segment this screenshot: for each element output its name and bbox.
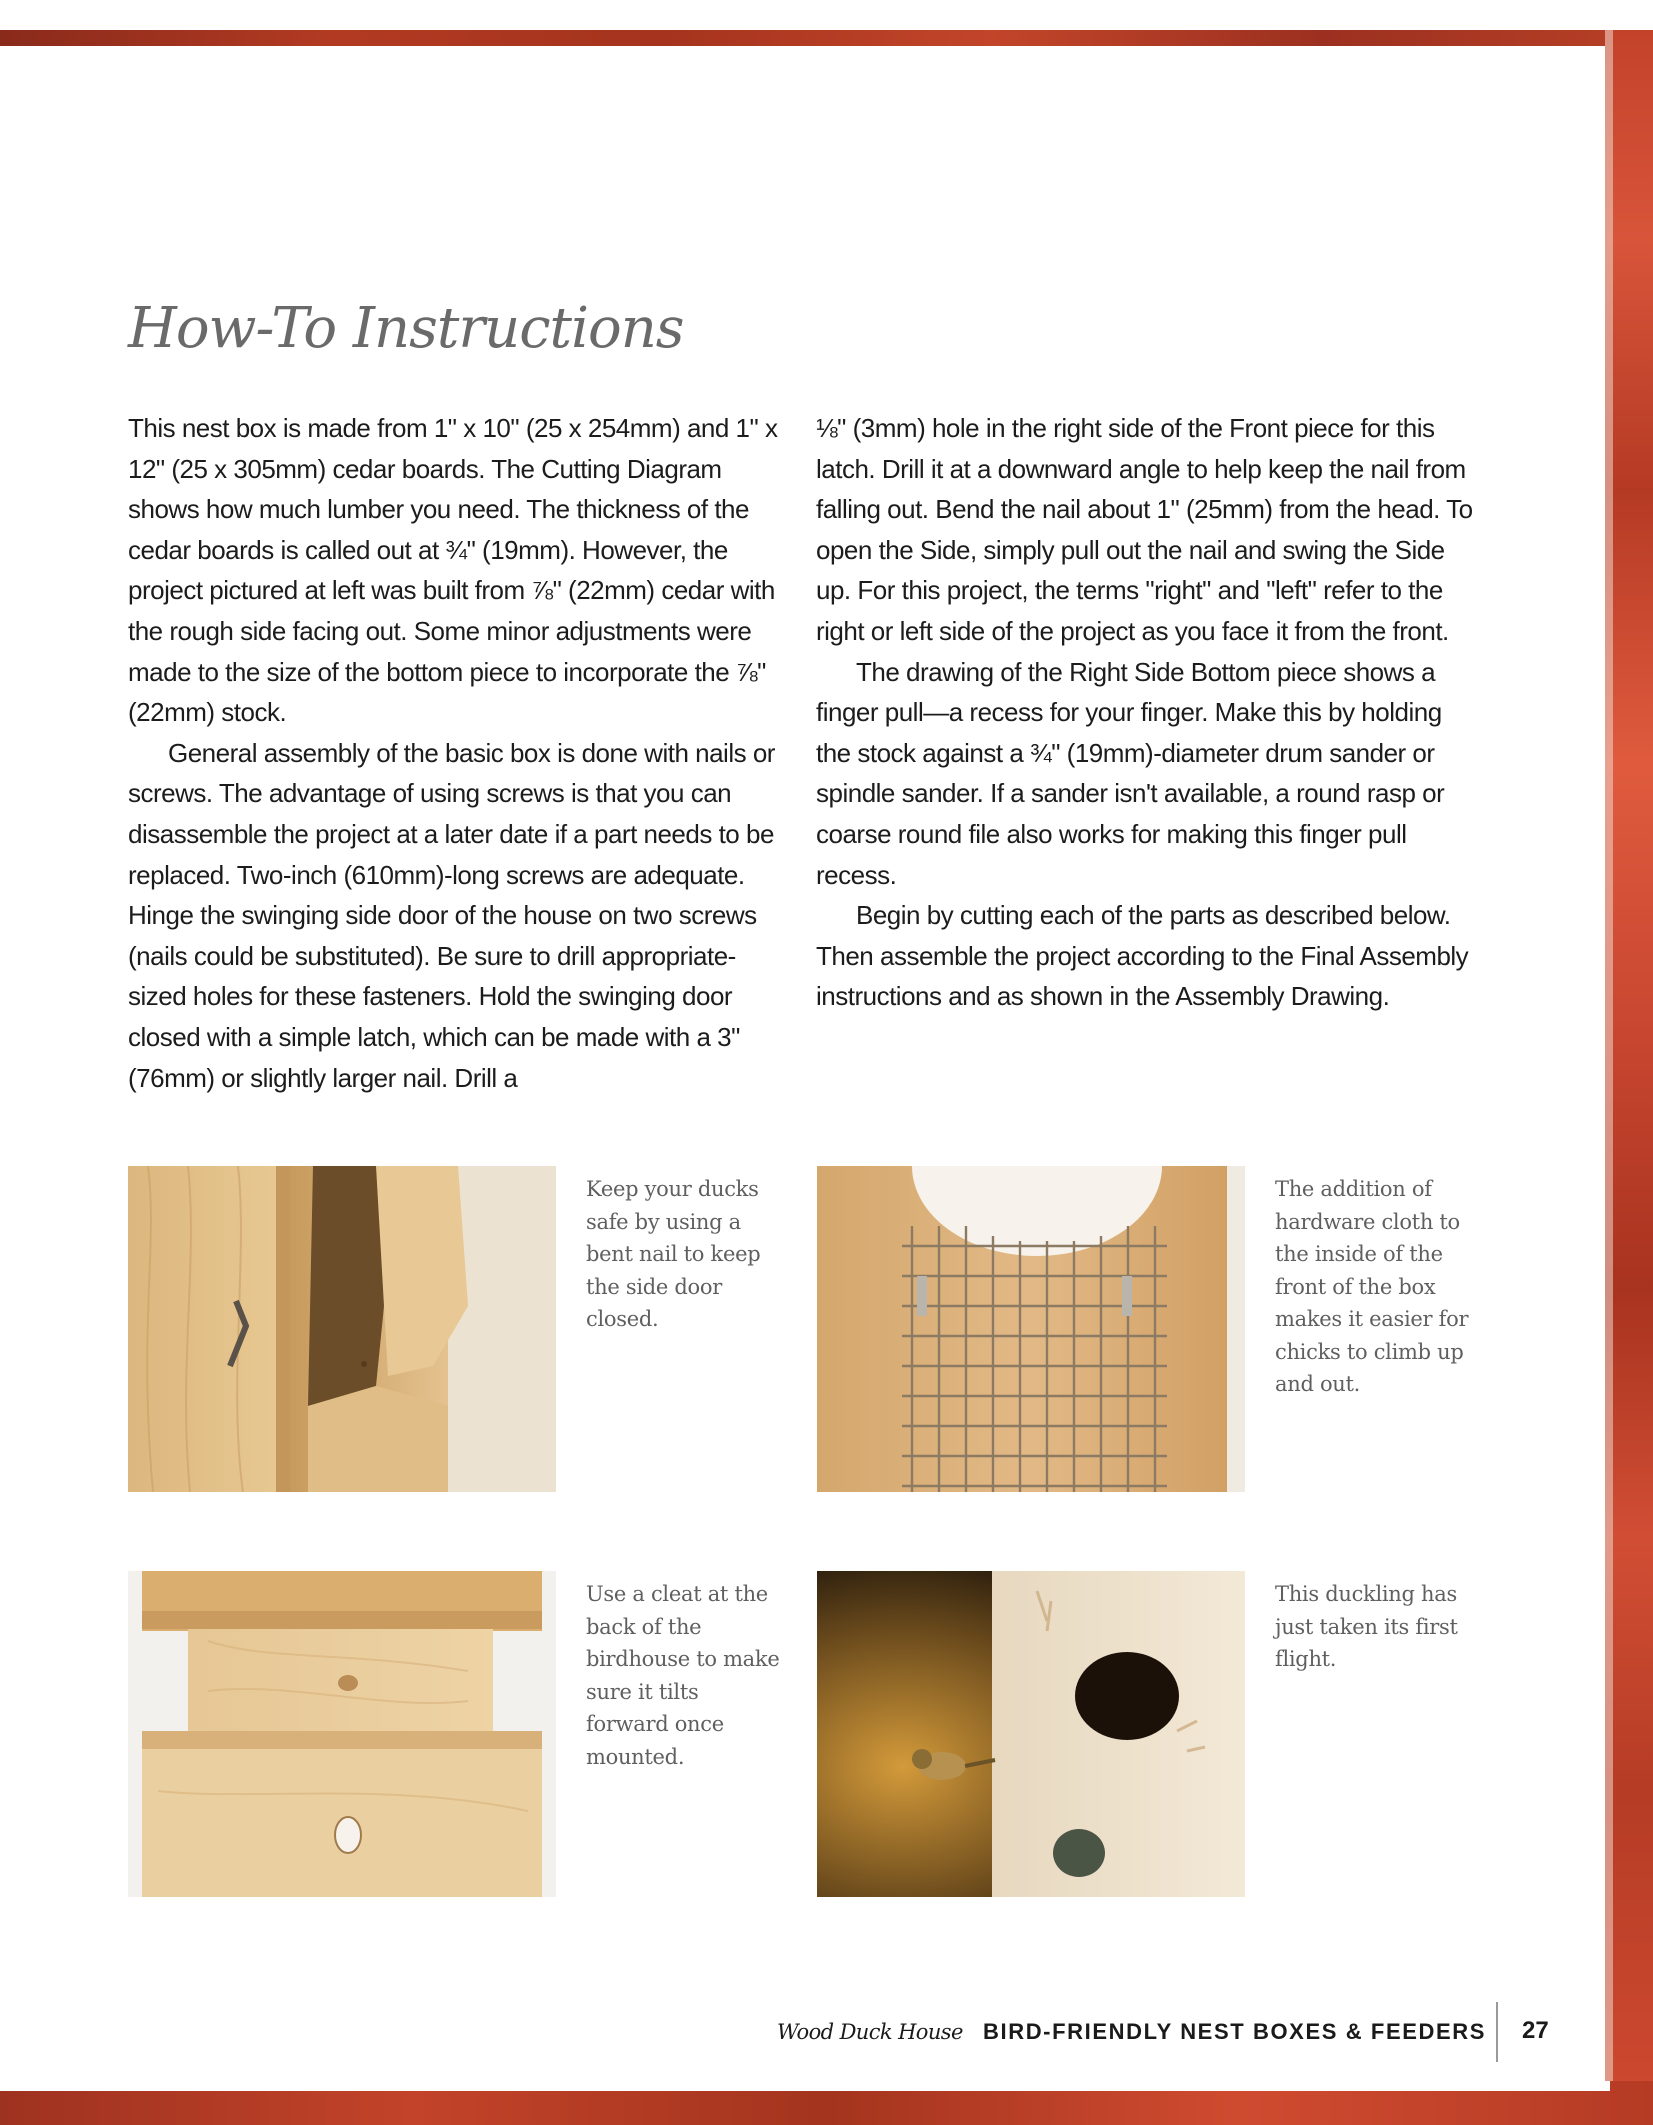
- photo-duckling: [817, 1571, 1245, 1897]
- page-title: How-To Instructions: [128, 296, 684, 361]
- caption-hardware-cloth: The addition of hardware cloth to the inside of the front of the box makes it easier for chicks to climb up and out.: [1275, 1177, 1469, 1396]
- paragraph: This nest box is made from 1" x 10" (25 x 254mm) and 1" x 12" (25 x 305mm) cedar boards. The Cutting Diagram shows how much lumber you need. The thickness of the cedar boards is called out at ¾" (19mm). However, the project pictured at left was built from ⅞" (22mm) cedar with the rough side facing out. Some minor adjustments were made to the size of the bottom piece to incorporate the ⅞" (22mm) stock.: [128, 413, 778, 728]
- footer-divider: [1496, 2002, 1498, 2062]
- caption-duckling: This duckling has just taken its first flight.: [1275, 1582, 1458, 1671]
- photo-bent-nail-latch: [128, 1166, 556, 1492]
- bottom-border: [0, 2081, 1653, 2125]
- page-number: 27: [1522, 2017, 1549, 2044]
- footer-book-title: BIRD-FRIENDLY NEST BOXES & FEEDERS: [983, 2019, 1487, 2044]
- footer-section-name: Wood Duck House: [777, 2020, 963, 2044]
- paragraph: The drawing of the Right Side Bottom piece shows a finger pull—a recess for your finger. Make this by holding the stock against a ¾" (19mm)-diameter drum sander or spindle sander. If a sander isn't available, a round rasp or coarse round file also works for making this finger pull recess.: [816, 656, 1445, 890]
- top-border: [0, 0, 1653, 28]
- paragraph: Begin by cutting each of the parts as described below. Then assemble the project according to the Final Assembly instructions and as shown in the Assembly Drawing.: [816, 900, 1469, 1012]
- paragraph: ⅛" (3mm) hole in the right side of the Front piece for this latch. Drill it at a downward angle to help keep the nail from falling out. Bend the nail about 1" (25mm) from the head. To open the Side, simply pull out the nail and swing the Side up. For this project, the terms "right" and "left" refer to the right or left side of the project as you face it from the front.: [816, 413, 1473, 646]
- photo-hardware-cloth: [817, 1166, 1245, 1492]
- photo-cleat: [128, 1571, 556, 1897]
- right-border: [1605, 30, 1653, 2125]
- paragraph: General assembly of the basic box is done with nails or screws. The advantage of using screws is that you can disassemble the project at a later date if a part needs to be replaced. Two-inch (610mm)-long screws are adequate. Hinge the swinging side door of the house on two screws (nails could be substituted). Be sure to drill appropriate-sized holes for these fasteners. Hold the swinging door closed with a simple latch, which can be made with a 3" (76mm) or slightly larger nail. Drill a: [128, 737, 775, 1093]
- caption-cleat: Use a cleat at the back of the birdhouse to make sure it tilts forward once mounted.: [586, 1582, 780, 1769]
- caption-bent-nail: Keep your ducks safe by using a bent nail to keep the side door closed.: [586, 1177, 761, 1331]
- left-text-column: [128, 408, 793, 1098]
- right-text-column: [816, 408, 1481, 1017]
